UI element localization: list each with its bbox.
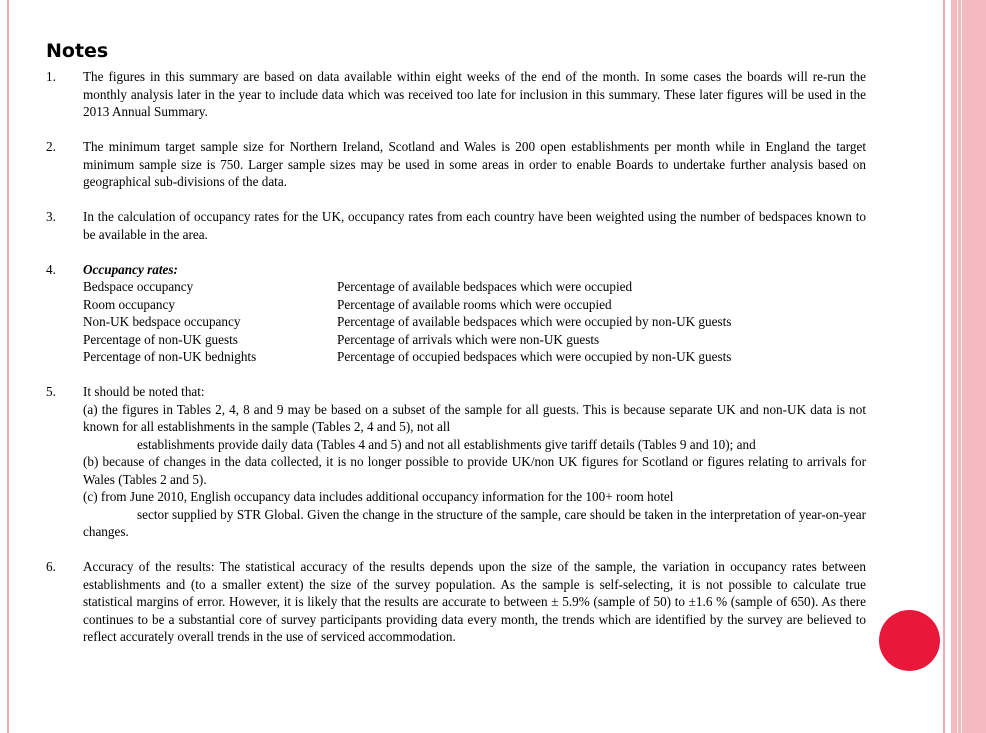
note-subpoint-a [83, 401, 866, 454]
rate-definition-row [83, 278, 866, 296]
note-subpoint-c [83, 488, 866, 541]
decorative-circle [879, 610, 940, 671]
subpoint-c-continued: sector supplied by STR Global. Given the change in the structure of the sample, care should be taken in the interpretation of year-on-year changes. [83, 506, 866, 539]
note-text: The minimum target sample size for Northern Ireland, Scotland and Wales is 200 open establishments per month while in England the target minimum sample size is 750. Larger sample sizes may be used in some areas in order to enable Boards to undertake further analysis based on geographical sub-divisions of the data. [83, 139, 866, 189]
note-item [46, 261, 866, 366]
rate-term: Percentage of non-UK bednights [83, 349, 257, 364]
notes-content [46, 38, 866, 663]
subpoint-a-text: (a) the figures in Tables 2, 4, 8 and 9 may be based on a subset of the sample for all guests. This is because separate UK and non-UK data is not known for all establishments in the sample (Tables 2, 4 and 5), not all [83, 401, 866, 434]
rate-definition-row [83, 313, 866, 331]
subpoint-a-continued: establishments provide daily data (Tables 4 and 5) and not all establishments give tariff details (Tables 9 and 10); and [137, 436, 756, 452]
rate-term: Bedspace occupancy [83, 279, 194, 294]
note-number: 3. [46, 209, 56, 224]
note-number: 6. [46, 559, 56, 574]
rate-term: Non-UK bedspace occupancy [83, 314, 241, 329]
note-item [46, 558, 866, 646]
note-text: Accuracy of the results: The statistical accuracy of the results depends upon the size of the sample, the variation in occupancy rates between establishments and (to a smaller extent) the size of the survey population. As the sample is self-selecting, it is not possible to calculate true statistical margins of error. However, it is likely that the results are accurate to between ± 5.9% (sample of 50) to ±1.6 % (sample of 650). As there continues to be a substantial core of survey participants providing data every month, the trends which are identified by the survey are believed to reflect accurately overall trends in the use of serviced accommodation. [83, 559, 866, 644]
subpoint-c-text: (c) from June 2010, English occupancy data includes additional occupancy information for the 100+ room hotel [83, 489, 674, 504]
rate-definition: Percentage of occupied bedspaces which were occupied by non-UK guests [337, 349, 732, 364]
note-number: 2. [46, 139, 56, 154]
right-band-stripe [957, 0, 958, 733]
note-text: In the calculation of occupancy rates for the UK, occupancy rates from each country have been weighted using the number of bedspaces known to be available in the area. [83, 209, 866, 242]
right-border-line [943, 0, 945, 733]
right-band-stripe [961, 0, 962, 733]
note-number: 4. [46, 261, 56, 277]
note-number: 5. [46, 384, 56, 399]
note-item [46, 68, 866, 121]
note-item [46, 138, 866, 191]
note-item [46, 383, 866, 541]
rate-definition-row [83, 296, 866, 314]
rate-definition: Percentage of available bedspaces which were occupied by non-UK guests [337, 314, 732, 329]
rate-definition-row [83, 348, 866, 366]
rate-term: Room occupancy [83, 296, 175, 312]
note-subpoint-b: (b) because of changes in the data collected, it is no longer possible to provide UK/non UK figures for Scotland or figures relating to arrivals for Wales (Tables 2 and 5). [83, 454, 866, 487]
left-border-line [7, 0, 9, 733]
rate-definition-row [83, 331, 866, 349]
note-number: 1. [46, 69, 56, 84]
rate-definition: Percentage of arrivals which were non-UK guests [337, 331, 600, 347]
notes-list [46, 68, 866, 646]
note-intro: It should be noted that: [83, 384, 205, 399]
rate-definition: Percentage of available bedspaces which were occupied [337, 279, 633, 294]
page-title: Notes [46, 40, 109, 62]
rate-term: Percentage of non-UK guests [83, 331, 238, 347]
occupancy-rates-title: Occupancy rates: [83, 261, 178, 277]
rate-definition: Percentage of available rooms which were occupied [337, 296, 612, 312]
note-item [46, 208, 866, 243]
note-text: The figures in this summary are based on data available within eight weeks of the end of the month. In some cases the boards will re-run the monthly analysis later in the year to include data which was received too late for inclusion in this summary. These later figures will be used in the 2013 Annual Summary. [83, 69, 866, 119]
